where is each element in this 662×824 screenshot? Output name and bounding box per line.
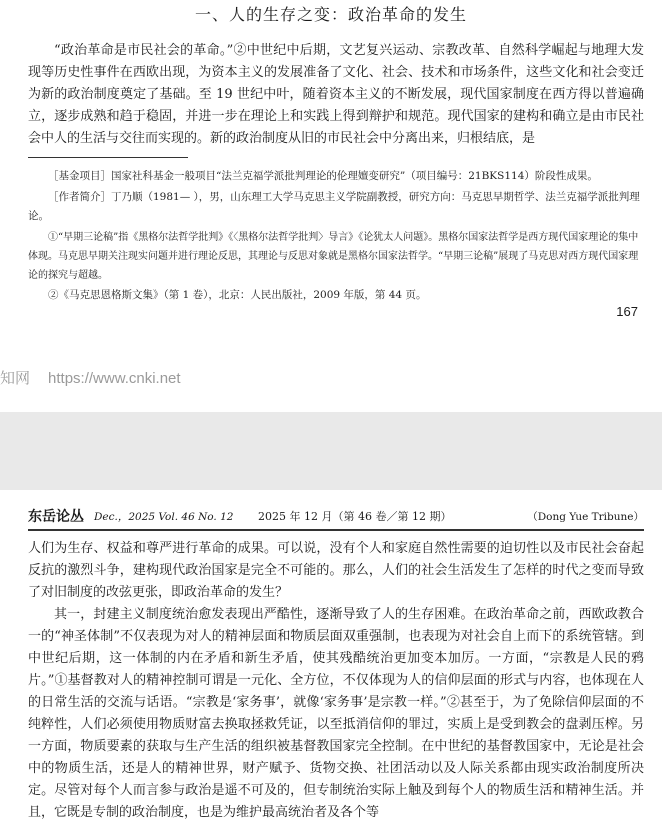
footnote-1: ①“早期三论稿”指《黑格尔法哲学批判》《〈黑格尔法哲学批判〉导言》《论犹太人问题》。黑格尔国家法哲学是西方现代国家理论的集中体现。马克思早期关注现实问题并进行理论反思，其理论与反思对象就是黑格尔国家法哲学。“早期三论稿”展现了马克思对西方现代国家理论的探究与超越。 bbox=[28, 232, 639, 281]
footnote-2: ②《马克思恩格斯文集》（第 1 卷），北京：人民出版社，2009 年版，第 44 页。 bbox=[48, 289, 427, 301]
page-number: 167 bbox=[616, 304, 638, 319]
journal-name-en: （Dong Yue Tribune） bbox=[527, 511, 644, 523]
footnote-divider bbox=[28, 157, 188, 158]
body-paragraph: 其一，封建主义制度统治愈发表现出严酷性，逐渐导致了人的生存困难。在政治革命之前，西欧政教合一的“神圣体制”不仅表现为对人的精神层面和物质层面双重强制，也表现为对社会自上而下的系统管辖。到中世纪后期，这一体制的内在矛盾和新生矛盾，使其残酷统治更加变本加厉。一方面，“宗教是人民的鸦片。”①基督教对人的精神控制可谓是一元化、全方位，不仅体现为人的信仰层面的形式与内容，也体现在人的日常生活的交流与话语。“宗教是‘家务事’，就像‘家务事’是宗教一样。”②甚至于，为了免除信仰层面的不纯粹性，人们必须使用物质财富去换取拯救凭证，以至抵消信仰的罪过，实质上是受到教会的盘剥压榨。另一方面，物质要素的获取与生产生活的组织被基督教国家完全控制。在中世纪的基督教国家中，无论是社会中的物质生活，还是人的精神世界，财产赋予、货物交换、社团活动以及人际关系都由现实政治制度所决定。尽管对每个人而言参与政治是遥不可及的，但专制统治实际上触及到每个人的物质生活和精神生活。并且，它既是专制的政治制度，也是为维护最高统治者及各个等 bbox=[28, 607, 644, 820]
footnote-author: ［作者简介］丁乃顺（1981— ），男，山东理工大学马克思主义学院副教授，研究方向：马克思早期哲学、法兰克福学派批判理论。 bbox=[28, 191, 640, 222]
page-lower bbox=[0, 490, 662, 820]
journal-date-en: Dec.，2025 Vol. 46 No. 12 bbox=[94, 511, 234, 523]
watermark bbox=[0, 367, 181, 388]
page-gap bbox=[0, 412, 662, 490]
journal-issue-cn: 2025 年 12 月（第 46 卷／第 12 期） bbox=[258, 510, 452, 523]
footnote-fund: ［基金项目］国家社科基金一般项目“法兰克福学派批判理论的伦理嬗变研究”（项目编号：21BKS114）阶段性成果。 bbox=[48, 170, 598, 182]
watermark-cn: 知网 bbox=[0, 370, 31, 387]
journal-name: 东岳论丛 bbox=[28, 509, 84, 525]
body-text bbox=[28, 538, 644, 824]
section-title: 一、人的生存之变：政治革命的发生 bbox=[194, 5, 467, 24]
header-divider bbox=[28, 529, 644, 531]
running-header bbox=[28, 506, 644, 528]
watermark-url: https://www.cnki.net bbox=[48, 370, 181, 387]
body-paragraph: “政治革命是市民社会的革命。”②中世纪中后期，文艺复兴运动、宗教改革、自然科学崛起与地理大发现等历史性事件在西欧出现，为资本主义的发展准备了文化、社会、技术和市场条件，这些文化和社会变迁为新的政治制度奠定了基础。至 19 世纪中叶，随着资本主义的不断发展，现代国家制度在西方得以普遍确立，逐步成熟和趋于稳固，并进一步在理论上和实践上得到辩护和规范。现代国家的建构和确立是由市民社会中人的生活与交往而实现的。新的政治制度从旧的市民社会中分离出来，归根结底，是 bbox=[28, 43, 644, 146]
body-paragraph: 人们为生存、权益和尊严进行革命的成果。可以说，没有个人和家庭自然性需要的迫切性以及市民社会奋起反抗的激烈斗争，建构现代政治国家是完全不可能的。那么，人们的社会生活发生了怎样的时代之变而导致了对旧制度的改弦更张，即政治革命的发生？ bbox=[28, 541, 644, 600]
